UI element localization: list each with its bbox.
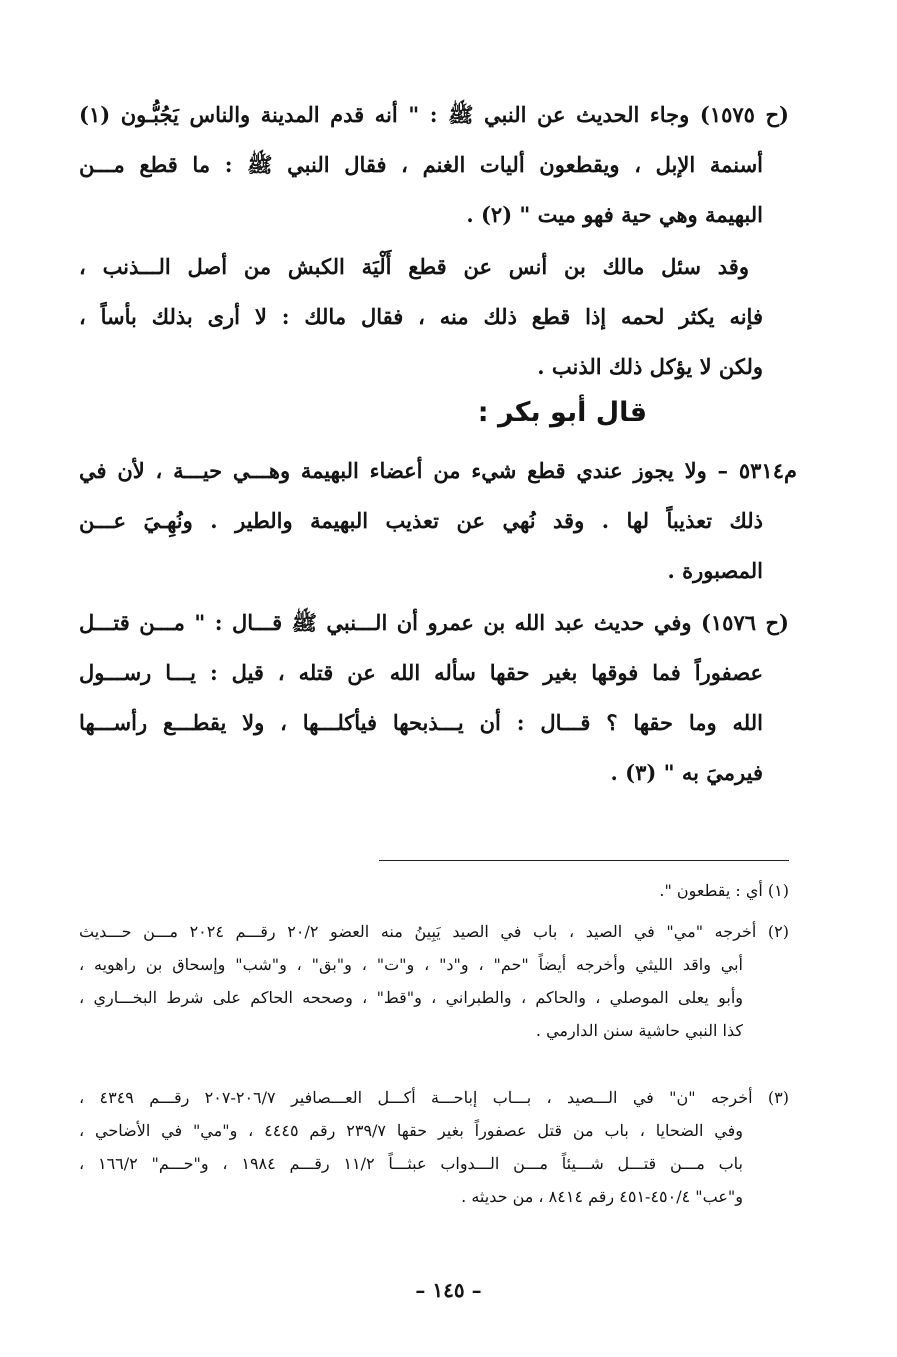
text-line: الله وما حقها ؟ قـــال : أن يـــذبحها فيأكلـــها ، ولا يقطـــع رأســـها (79, 710, 763, 735)
text-line: ذلك تعذيباً لها . وقد نُهي عن تعذيب البهيمة والطير . ونُهِـيَ عـــن (79, 508, 763, 533)
text-line: م٥٣١٤ – ولا يجوز عندي قطع شيء من أعضاء البهيمة وهـــي حيـــة ، لأن في (79, 458, 797, 483)
footnote-line: باب مـــن قتـــل شـــيئاً مـــن الـــدواب عبثـــاً ١١/٢ رقـــم ١٩٨٤ ، و"حـــم" ١٦٦/٢ ، (79, 1154, 743, 1173)
footnote-line: و"عب" ٤٥٠/٤-٤٥١ رقم ٨٤١٤ ، من حديثه . (461, 1187, 743, 1206)
malik-paragraph (79, 242, 789, 392)
text-line: البهيمة وهي حية فهو ميت " (٢) . (466, 202, 763, 227)
page-number: – ١٤٥ – (415, 1278, 482, 1302)
hadith-1576 (79, 598, 789, 798)
masala-5314 (79, 446, 797, 596)
text-line: المصبورة . (667, 558, 763, 583)
hadith-1575 (79, 90, 789, 240)
text-line: أسنمة الإبل ، ويقطعون أليات الغنم ، فقال النبي ﷺ : ما قطع مـــن (79, 152, 763, 177)
footnote-separator (379, 860, 789, 861)
section-heading: قال أبو بكر : (477, 397, 647, 428)
text-line: وقد سئل مالك بن أنس عن قطع أَلْيَة الكبش من أصل الـــذنب ، (79, 254, 749, 279)
text-line: عصفوراً فما فوقها بغير حقها سأله الله عن قتله ، قيل : يـــا رســـول (79, 660, 763, 685)
text-line: ولكن لا يؤكل ذلك الذنب . (537, 354, 763, 379)
footnote-line: وفي الضحايا ، باب من قتل عصفوراً بغير حقها ٢٣٩/٧ رقم ٤٤٤٥ ، و"مي" في الأضاحي ، (79, 1121, 743, 1140)
footnote-line: أبي واقد الليثي وأخرجه أيضاً "حم" ، و"د" ، و"ت" ، و"بق" ، و"شب" وإسحاق بن راهويه ، (79, 955, 743, 974)
text-line: (ح ١٥٧٦) وفي حديث عبد الله بن عمرو أن الـــنبي ﷺ قـــال : " مـــن قتـــل (79, 610, 789, 635)
footnote-1 (79, 874, 789, 907)
footnote-line: كذا النبي حاشية سنن الدارمي . (535, 1021, 743, 1040)
text-line: (ح ١٥٧٥) وجاء الحديث عن النبي ﷺ : " أنه قدم المدينة والناس يَجُبُّـون (١) (79, 102, 789, 127)
text-line: فإنه يكثر لحمه إذا قطع ذلك منه ، فقال مالك : لا أرى بذلك بأساً ، (79, 304, 763, 329)
footnote-3 (79, 1081, 789, 1213)
text-line: فيرميَ به " (٣) . (610, 760, 763, 785)
footnote-line: (١) أي : يقطعون ". (659, 881, 789, 900)
footnote-line: وأبو يعلى الموصلي ، والحاكم ، والطبراني ، و"قط" ، وصححه الحاكم على شرط البخـــاري ، (79, 988, 743, 1007)
footnote-2 (79, 915, 789, 1047)
footnote-line: (٢) أخرجه "مي" في الصيد ، باب في الصيد يَبِينُ منه العضو ٢٠/٢ رقـــم ٢٠٢٤ مـــن حـــديث (79, 922, 789, 941)
footnote-line: (٣) أخرجه "ن" في الـــصيد ، بـــاب إباحـــة أكـــل العـــصافير ٢٠٦/٧-٢٠٧ رقـــم ٤٣٤٩ ، (79, 1088, 789, 1107)
